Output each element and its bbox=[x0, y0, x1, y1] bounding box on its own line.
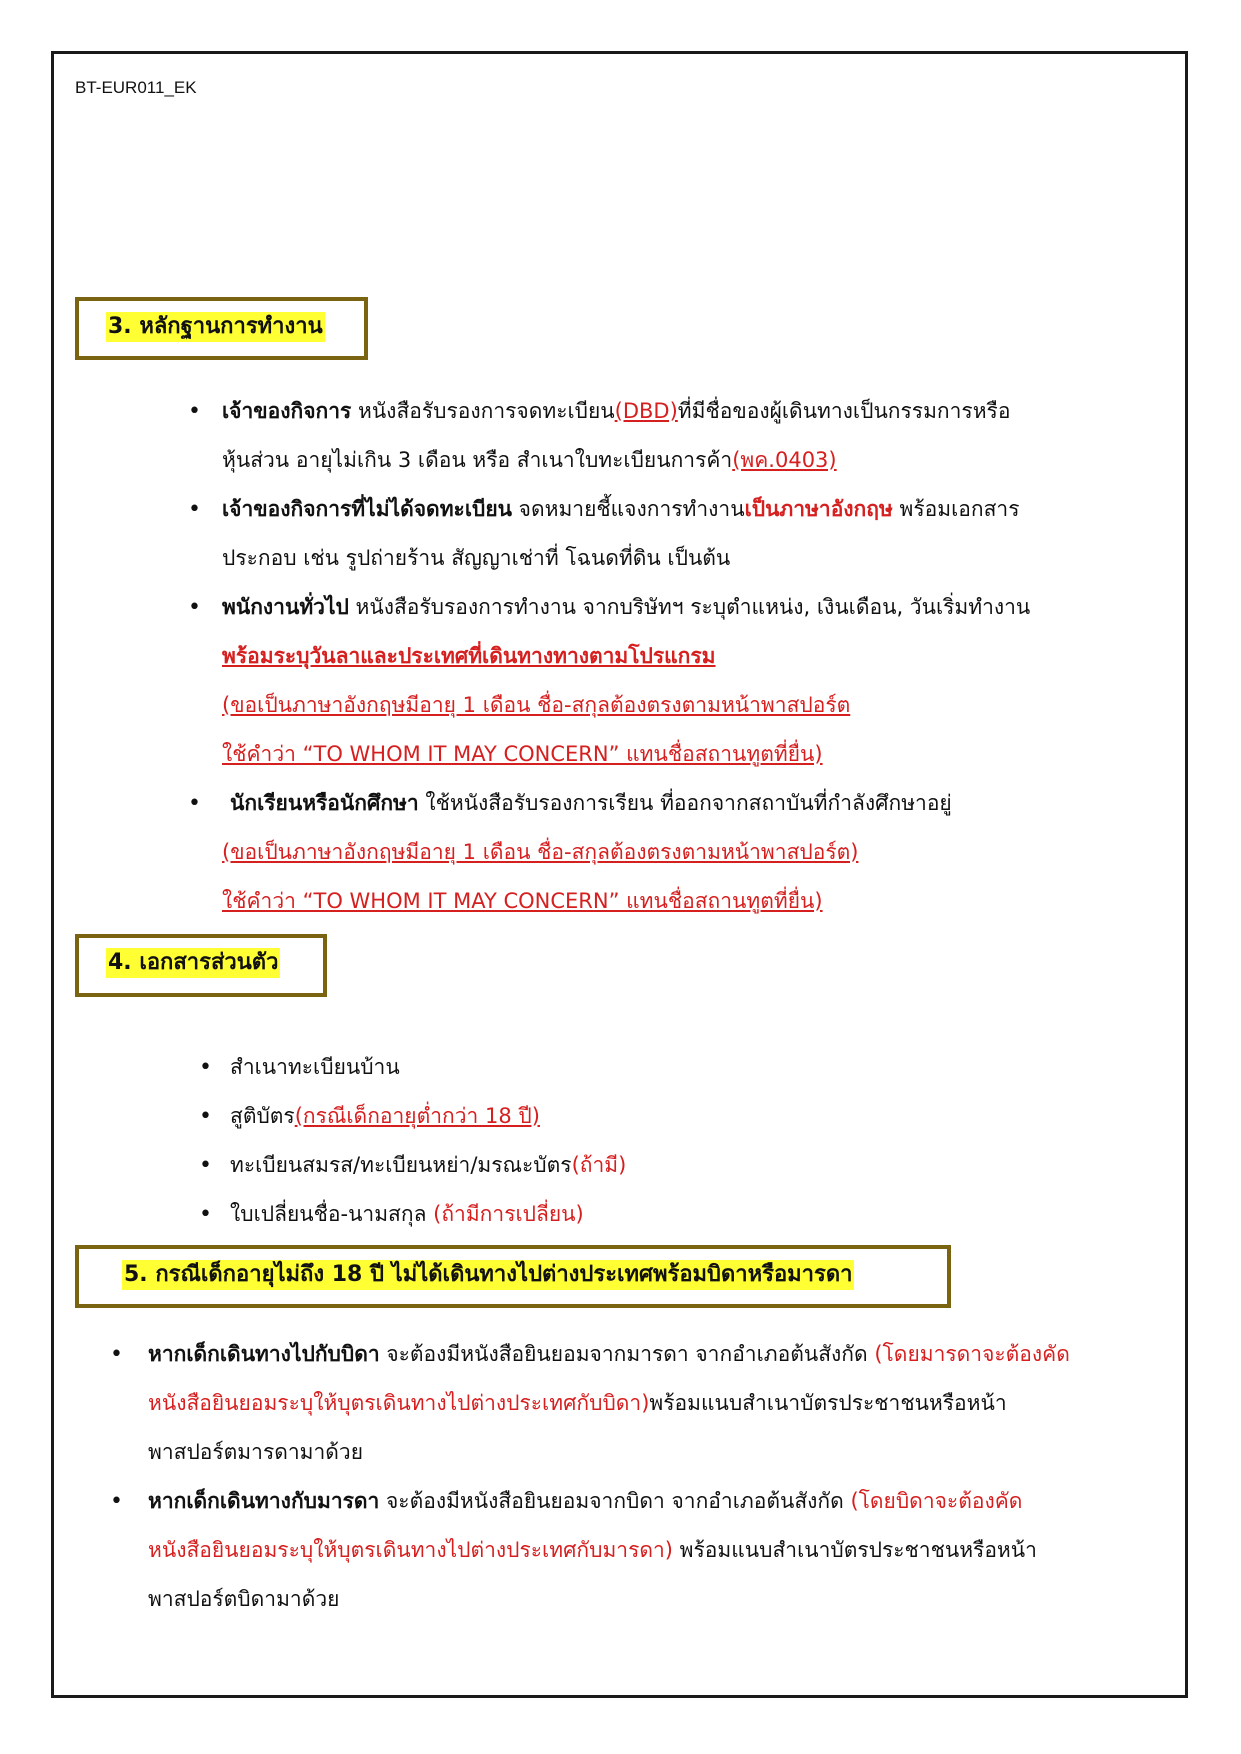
student-label: นักเรียนหรือนักศึกษา bbox=[230, 791, 419, 815]
owner-label: เจ้าของกิจการ bbox=[222, 399, 352, 423]
list-item-student: • นักเรียนหรือนักศึกษา ใช้หนังสือรับรองการเรียน ที่ออกจากสถาบันที่กำลังศึกษาอยู่ (ขอเป็นภาษาอังกฤษมีอายุ 1 เดือน ชื่อ-สกุลต้องตรงตามหน้าพาสปอร์ต) ใช้คำว่า “TO WHOM IT MAY CONCERN” แทนชื่อสถานทูตที่ยื่น) bbox=[222, 779, 1142, 926]
unregistered-label: เจ้าของกิจการที่ไม่ได้จดทะเบียน bbox=[222, 497, 512, 521]
section-5-list bbox=[148, 1330, 1178, 1624]
section-4-list bbox=[230, 1043, 1130, 1239]
list-item-personal-doc: • สูติบัตร(กรณีเด็กอายุต่ำกว่า 18 ปี) bbox=[230, 1092, 1130, 1141]
list-item-unregistered: • เจ้าของกิจการที่ไม่ได้จดทะเบียน จดหมายชี้แจงการทำงานเป็นภาษาอังกฤษ พร้อมเอกสาร ประกอบ เช่น รูปถ่ายร้าน สัญญาเช่าที่ โฉนดที่ดิน เป็นต้น bbox=[222, 485, 1142, 583]
list-item-father: • หากเด็กเดินทางไปกับบิดา จะต้องมีหนังสือยินยอมจากมารดา จากอำเภอต้นสังกัด (โดยมารดาจะต้องคัด หนังสือยินยอมระบุให้บุตรเดินทางไปต่างประเทศกับบิดา)พร้อมแนบสำเนาบัตรประชาชนหรือหน้า พาสปอร์ตมารดามาด้วย bbox=[148, 1330, 1178, 1477]
dbd-link: (DBD) bbox=[614, 399, 678, 423]
list-item-employee: • พนักงานทั่วไป หนังสือรับรองการทำงาน จากบริษัทฯ ระบุตำแหน่ง, เงินเดือน, วันเริ่มทำงาน พร้อมระบุวันลาและประเทศที่เดินทางทางตามโปรแกรม (ขอเป็นภาษาอังกฤษมีอายุ 1 เดือน ชื่อ-สกุลต้องตรงตามหน้าพาสปอร์ต ใช้คำว่า “TO WHOM IT MAY CONCERN” แทนชื่อสถานทูตที่ยื่น) bbox=[222, 583, 1142, 779]
pk-link: (พค.0403) bbox=[732, 448, 837, 472]
section-5-title: 5. กรณีเด็กอายุไม่ถึง 18 ปี ไม่ได้เดินทางไปต่างประเทศพร้อมบิดาหรือมารดา bbox=[122, 1260, 854, 1290]
employee-leave-note: พร้อมระบุวันลาและประเทศที่เดินทางทางตามโปรแกรม bbox=[222, 644, 716, 668]
list-item-mother: • หากเด็กเดินทางกับมารดา จะต้องมีหนังสือยินยอมจากบิดา จากอำเภอต้นสังกัด (โดยบิดาจะต้องคัด หนังสือยินยอมระบุให้บุตรเดินทางไปต่างประเทศกับมารดา) พร้อมแนบสำเนาบัตรประชาชนหรือหน้า พาสปอร์ตบิดามาด้วย bbox=[148, 1477, 1178, 1624]
section-3-list bbox=[222, 387, 1142, 926]
list-item-personal-doc: • ใบเปลี่ยนชื่อ-นามสกุล (ถ้ามีการเปลี่ยน) bbox=[230, 1190, 1130, 1239]
document-code: BT-EUR011_EK bbox=[75, 78, 197, 97]
section-3-title: 3. หลักฐานการทำงาน bbox=[106, 312, 325, 342]
mother-label: หากเด็กเดินทางกับมารดา bbox=[148, 1489, 380, 1513]
section-4-title: 4. เอกสารส่วนตัว bbox=[106, 948, 280, 978]
list-item-personal-doc: • สำเนาทะเบียนบ้าน bbox=[230, 1043, 1130, 1092]
list-item-personal-doc: • ทะเบียนสมรส/ทะเบียนหย่า/มรณะบัตร(ถ้ามี) bbox=[230, 1141, 1130, 1190]
list-item-owner: • เจ้าของกิจการ หนังสือรับรองการจดทะเบียน(DBD)ที่มีชื่อของผู้เดินทางเป็นกรรมการหรือ หุ้นส่วน อายุไม่เกิน 3 เดือน หรือ สำเนาใบทะเบียนการค้า(พค.0403) bbox=[222, 387, 1142, 485]
employee-label: พนักงานทั่วไป bbox=[222, 595, 349, 619]
father-label: หากเด็กเดินทางไปกับบิดา bbox=[148, 1342, 380, 1366]
